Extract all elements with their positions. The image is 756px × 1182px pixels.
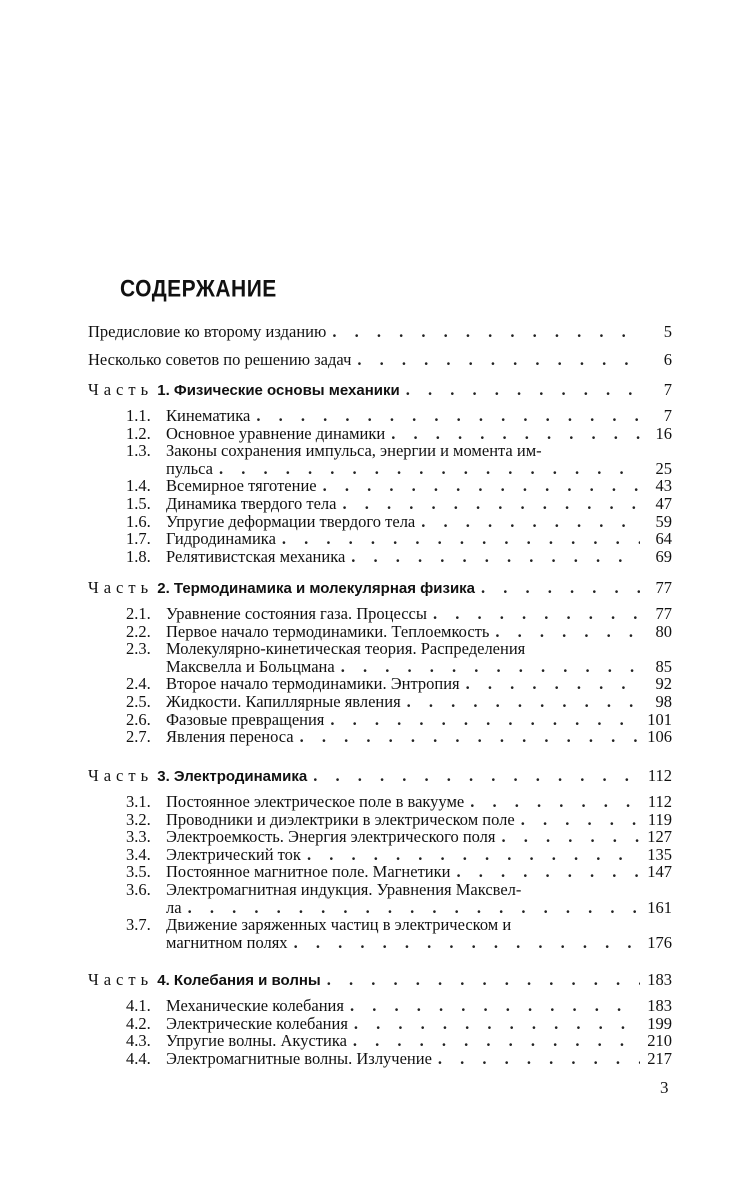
- section-number: 1.6.: [126, 511, 151, 531]
- section-title: Релятивистская механика: [166, 546, 346, 566]
- leader-dots: [466, 674, 640, 693]
- part-word: Часть: [88, 578, 154, 597]
- part-page: 77: [655, 578, 672, 597]
- section-number: 3.3.: [126, 827, 151, 847]
- section-title: Электроемкость. Энергия электрического поля: [166, 827, 496, 847]
- part-heading[interactable]: [88, 380, 672, 399]
- leader-dots: [323, 476, 640, 495]
- section-title: Второе начало термодинамики. Энтропия: [166, 674, 460, 694]
- leader-dots: [350, 996, 640, 1015]
- part-name: 4. Колебания и волны: [157, 972, 321, 989]
- leader-dots: [300, 727, 640, 746]
- section-number: 1.1.: [126, 406, 151, 425]
- section-page: 59: [655, 511, 672, 531]
- section-title: Движение заряженных частиц в электрическом и: [166, 915, 512, 935]
- section-page: 85: [655, 656, 672, 676]
- section-page: 92: [655, 674, 672, 694]
- section-page: 161: [647, 897, 672, 917]
- leader-dots: [406, 380, 640, 399]
- section-entry[interactable]: [126, 862, 672, 881]
- section-number: 4.2.: [126, 1013, 151, 1033]
- part-page: 112: [647, 766, 672, 785]
- part-heading[interactable]: [88, 970, 672, 989]
- leader-dots: [341, 657, 640, 676]
- leader-dots: [421, 512, 640, 531]
- leader-dots: [256, 406, 640, 425]
- section-title: пульса: [166, 458, 213, 478]
- section-page: 147: [647, 862, 672, 882]
- section-entry[interactable]: [126, 512, 672, 531]
- section-number: 1.7.: [126, 529, 151, 549]
- leader-dots: [307, 845, 640, 864]
- section-page: 106: [647, 727, 672, 747]
- section-title: Уравнение состояния газа. Процессы: [166, 604, 427, 623]
- section-number: 1.8.: [126, 546, 151, 566]
- entry-title: Предисловие ко второму изданию: [88, 322, 327, 341]
- section-page: 47: [655, 494, 672, 513]
- section-title: Первое начало термодинамики. Теплоемкость: [166, 621, 490, 641]
- section-title: Фазовые превращения: [166, 709, 325, 729]
- section-entry[interactable]: [126, 710, 672, 729]
- section-entry[interactable]: [126, 622, 672, 641]
- section-number: 2.2.: [126, 621, 151, 641]
- section-entry[interactable]: [126, 845, 672, 864]
- leader-dots: [342, 494, 640, 513]
- leader-dots: [481, 578, 640, 597]
- leader-dots: [495, 622, 640, 641]
- section-page: 25: [655, 458, 672, 478]
- section-page: 210: [647, 1031, 672, 1051]
- part-page: 183: [647, 970, 672, 989]
- section-entry[interactable]: [126, 529, 672, 548]
- leader-dots: [282, 529, 640, 548]
- section-entry[interactable]: [126, 494, 672, 513]
- section-title: Законы сохранения импульса, энергии и момента им-: [166, 441, 542, 461]
- part-name: 3. Электродинамика: [157, 768, 308, 785]
- part-word: Часть: [88, 970, 154, 989]
- section-entry[interactable]: [166, 898, 672, 917]
- leader-dots: [357, 350, 640, 369]
- section-number: 1.4.: [126, 476, 151, 496]
- entry-title: Несколько советов по решению задач: [88, 350, 352, 369]
- part-title: [88, 970, 321, 990]
- section-page: 16: [655, 423, 672, 443]
- section-title: магнитном полях: [166, 932, 288, 952]
- section-entry[interactable]: [126, 424, 672, 443]
- section-number: 3.1.: [126, 792, 151, 811]
- section-page: 64: [655, 529, 672, 549]
- leader-dots: [433, 604, 640, 623]
- section-title: Механические колебания: [166, 996, 344, 1015]
- leader-dots: [438, 1049, 640, 1068]
- part-name: 2. Термодинамика и молекулярная физика: [157, 580, 476, 597]
- leader-dots: [294, 933, 640, 952]
- part-name: 1. Физические основы механики: [157, 382, 400, 399]
- section-title: Упругие волны. Акустика: [166, 1031, 347, 1051]
- section-page: 77: [655, 604, 672, 623]
- leader-dots: [407, 692, 640, 711]
- section-entry[interactable]: [166, 657, 672, 676]
- part-word: Часть: [88, 766, 154, 785]
- section-number: 3.2.: [126, 809, 151, 829]
- section-entry[interactable]: [126, 996, 672, 1015]
- section-entry[interactable]: [126, 792, 672, 811]
- part-heading[interactable]: [88, 578, 672, 597]
- section-entry[interactable]: [126, 476, 672, 495]
- section-title: Постоянное электрическое поле в вакууме: [166, 792, 465, 811]
- leader-dots: [354, 1014, 640, 1033]
- section-number: 3.6.: [126, 880, 151, 899]
- section-title: Жидкости. Капиллярные явления: [166, 692, 401, 711]
- section-entry[interactable]: [126, 810, 672, 829]
- section-number: 2.5.: [126, 692, 151, 711]
- section-entry[interactable]: [126, 639, 672, 658]
- leader-dots: [313, 766, 640, 785]
- leader-dots: [353, 1031, 640, 1050]
- section-entry[interactable]: [166, 459, 672, 478]
- section-entry[interactable]: [126, 1049, 672, 1068]
- section-title: Молекулярно-кинетическая теория. Распределения: [166, 639, 526, 659]
- part-word: Часть: [88, 380, 154, 399]
- section-page: 119: [647, 809, 672, 829]
- section-entry[interactable]: [126, 915, 672, 934]
- section-title: Кинематика: [166, 406, 251, 425]
- section-number: 2.6.: [126, 709, 151, 729]
- part-title: [88, 380, 400, 400]
- section-title: Основное уравнение динамики: [166, 423, 386, 443]
- section-title: Всемирное тяготение: [166, 476, 317, 496]
- section-title: Электрический ток: [166, 844, 301, 864]
- section-title: Динамика твердого тела: [166, 494, 337, 513]
- section-title: Электрические колебания: [166, 1013, 348, 1033]
- section-entry[interactable]: [126, 1014, 672, 1033]
- toc-entry[interactable]: [88, 322, 672, 341]
- section-page: 135: [647, 844, 672, 864]
- leader-dots: [470, 792, 640, 811]
- section-page: 199: [647, 1013, 672, 1033]
- section-title: Упругие деформации твердого тела: [166, 511, 416, 531]
- leader-dots: [332, 322, 640, 341]
- leader-dots: [330, 710, 640, 729]
- section-entry[interactable]: [126, 692, 672, 711]
- section-page: 7: [663, 406, 672, 425]
- leader-dots: [219, 459, 640, 478]
- section-page: 98: [655, 692, 672, 711]
- section-title: Гидродинамика: [166, 529, 276, 549]
- part-title: [88, 578, 475, 598]
- section-page: 101: [647, 709, 672, 729]
- section-title: Постоянное магнитное поле. Магнетики: [166, 862, 451, 882]
- section-title: Максвелла и Больцмана: [166, 656, 335, 676]
- section-number: 3.7.: [126, 915, 151, 935]
- section-page: 43: [655, 476, 672, 496]
- entry-page: 5: [663, 322, 672, 341]
- section-entry[interactable]: [126, 441, 672, 460]
- section-number: 1.3.: [126, 441, 151, 461]
- section-entry[interactable]: [166, 933, 672, 952]
- section-entry[interactable]: [126, 406, 672, 425]
- section-number: 4.4.: [126, 1048, 151, 1068]
- part-page: 7: [663, 380, 672, 399]
- leader-dots: [351, 547, 640, 566]
- page-title: СОДЕРЖАНИЕ: [120, 276, 277, 303]
- leader-dots: [521, 810, 640, 829]
- section-number: 4.1.: [126, 996, 151, 1015]
- section-entry[interactable]: [126, 674, 672, 693]
- section-page: 127: [647, 827, 672, 847]
- section-entry[interactable]: [126, 547, 672, 566]
- section-entry[interactable]: [126, 1031, 672, 1050]
- leader-dots: [502, 827, 640, 846]
- section-number: 4.3.: [126, 1031, 151, 1051]
- leader-dots: [327, 970, 640, 989]
- page-number: 3: [660, 1078, 669, 1097]
- section-number: 1.5.: [126, 494, 151, 513]
- section-number: 2.1.: [126, 604, 151, 623]
- section-number: 2.7.: [126, 727, 151, 747]
- section-number: 1.2.: [126, 423, 151, 443]
- section-entry[interactable]: [126, 727, 672, 746]
- section-number: 3.5.: [126, 862, 151, 882]
- part-title: [88, 766, 307, 786]
- section-entry[interactable]: [126, 827, 672, 846]
- part-heading[interactable]: [88, 766, 672, 785]
- section-page: 176: [647, 932, 672, 952]
- section-page: 69: [655, 546, 672, 566]
- leader-dots: [456, 862, 640, 881]
- section-page: 112: [647, 792, 672, 811]
- section-title: Электромагнитные волны. Излучение: [166, 1048, 432, 1068]
- section-title: Проводники и диэлектрики в электрическом поле: [166, 809, 515, 829]
- section-entry[interactable]: [126, 880, 672, 899]
- section-number: 3.4.: [126, 844, 151, 864]
- section-page: 80: [655, 621, 672, 641]
- section-number: 2.3.: [126, 639, 151, 659]
- section-title: ла: [166, 897, 182, 917]
- section-number: 2.4.: [126, 674, 151, 694]
- section-entry[interactable]: [126, 604, 672, 623]
- section-title: Электромагнитная индукция. Уравнения Максвел-: [166, 880, 522, 899]
- leader-dots: [391, 424, 640, 443]
- section-page: 217: [647, 1048, 672, 1068]
- section-title: Явления переноса: [166, 727, 294, 747]
- section-page: 183: [647, 996, 672, 1015]
- entry-page: 6: [663, 350, 672, 369]
- toc-entry[interactable]: [88, 350, 672, 369]
- leader-dots: [188, 898, 640, 917]
